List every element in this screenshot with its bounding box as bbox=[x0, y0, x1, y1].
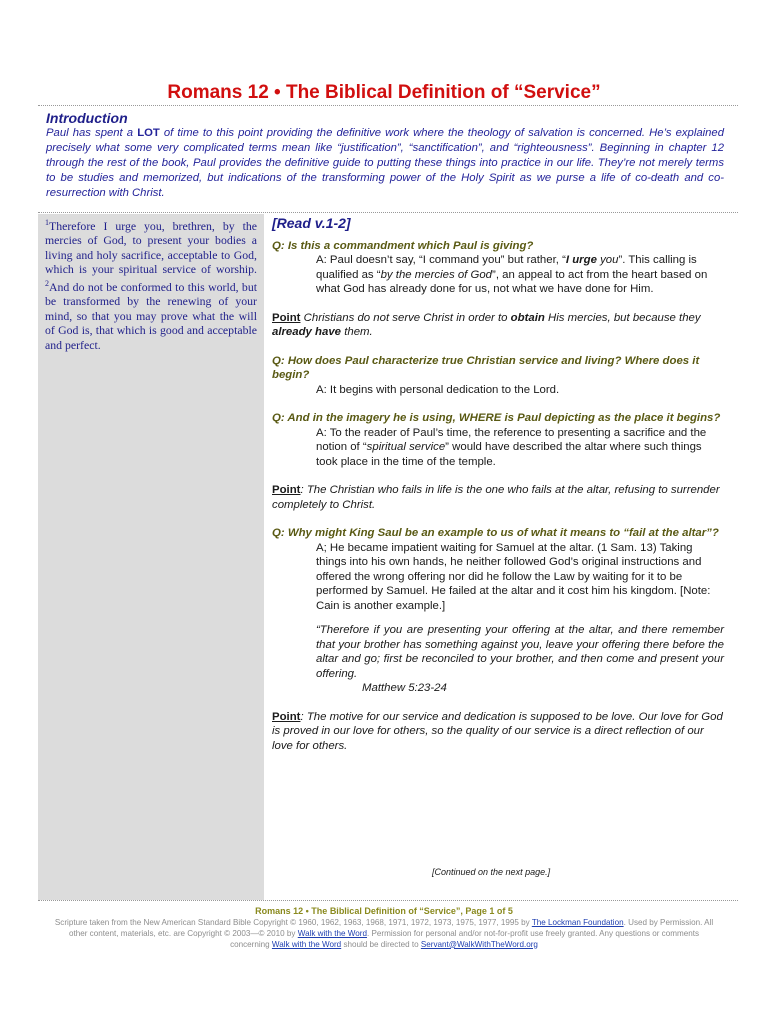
point-2: Point: The Christian who fails in life is the one who fails at the altar, refusing to surrender completely to Christ. bbox=[272, 484, 720, 511]
scripture-text: $^1$Therefore I urge you, brethren, by the mercies of God, to present your bodies a living and holy sacrifice, acceptable to God, which is your spiritual service of worship. $^2$And do not be conformed to this world, but be transformed by the renewing of your mind, so that you may prove what the will of God is, that which is good and acceptable and perfect. bbox=[45, 218, 257, 352]
study-notes bbox=[272, 216, 724, 753]
question-3: Q: And in the imagery he is using, WHERE is Paul depicting as the place it begins? bbox=[272, 412, 721, 424]
point-1: Point Christians do not serve Christ in order to obtain His mercies, but because they already have them. bbox=[272, 311, 701, 338]
verse-number: 2 bbox=[45, 278, 49, 288]
title-divider bbox=[38, 105, 738, 106]
answer-1: A: Paul doesn’t say, “I command you” but rather, “I urge you”. This calling is qualified as “by the mercies of God”, an appeal to act from the heart based on what God has already done for us, not what we have done for Him. bbox=[316, 254, 708, 295]
verse-number: 1 bbox=[45, 218, 49, 227]
answer-3: A: To the reader of Paul’s time, the reference to presenting a sacrifice and the notion of “spiritual service” would have described the altar where such things took place in the time of the temple. bbox=[316, 426, 707, 468]
point-3: Point: The motive for our service and dedication is supposed to be love. Our love for God is proved in our love for others, so the quality of our service is a direct reflection of our love for others. bbox=[272, 710, 723, 752]
continued-note: [Continued on the next page.] bbox=[432, 867, 551, 877]
lockman-link[interactable]: The Lockman Foundation bbox=[531, 918, 624, 927]
intro-divider bbox=[38, 212, 738, 213]
walk-with-the-word-link[interactable]: Walk with the Word bbox=[297, 928, 368, 938]
answer-2: A: It begins with personal dedication to the Lord. bbox=[316, 383, 560, 396]
footer-divider bbox=[38, 900, 738, 901]
quote-reference: Matthew 5:23-24 bbox=[362, 682, 447, 694]
lot-emphasis: LOT bbox=[137, 127, 160, 139]
question-2: Q: How does Paul characterize true Christian service and living? Where does it begin? bbox=[272, 354, 700, 381]
email-link[interactable]: Servant@WalkWithTheWord.org bbox=[420, 939, 538, 949]
question-1: Q: Is this a commandment which Paul is giving? bbox=[272, 239, 534, 252]
answer-4: A; He became impatient waiting for Samuel at the altar. (1 Sam. 13) Taking things into his own hands, he neither followed God’s original instructions and offered the wrong offering nor did he follow the Law by waiting for it to be performed by Samuel. He failed at the altar and it cost him his kingdom. [Note: Cain is another example.] bbox=[316, 541, 711, 612]
page-title: Romans 12 • The Biblical Definition of “Service” bbox=[167, 82, 601, 103]
intro-paragraph: Paul has spent a LOT of time to this point providing the definitive work where the theology of salvation is concerned. He’s explained precisely what some very complicated terms mean like “justification”, “sanctification”, and “righteousness”. Beginning in chapter 12 through the rest of the book, Paul provides the definitive guide to putting these things into practice in our life. They’re not merely terms to be studies and memorized, but indications of the transforming power of the Holy Spirit as we purse a life of co-death and co-resurrection with Christ. bbox=[46, 127, 724, 199]
intro-heading: Introduction bbox=[46, 110, 128, 126]
walk-with-the-word-link[interactable]: Walk with the Word bbox=[271, 939, 342, 949]
scripture-quote: “Therefore if you are presenting your offering at the altar, and there remember that your brother has something against you, leave your offering there before the altar and go; first be reconciled to your brother, and then come and present your offering. bbox=[316, 624, 724, 680]
footer-title: Romans 12 • The Biblical Definition of “Service”, Page 1 of 5 bbox=[255, 906, 513, 916]
footer-copyright: Scripture taken from the New American Standard Bible Copyright © 1960, 1962, 1963, 1968, 1971, 1972, 1973, 1975, 1977, 1995 by The Lockman Foundation. Used by Permission. All other content, materials, etc. are Copyright © 2003—© 2010 by Walk with the Word. Permission for personal and/or not-for-profit use freely granted. Any questions or comments concerning Walk with the Word should be directed to Servant@WalkWithTheWord.org bbox=[54, 918, 714, 949]
question-4: Q: Why might King Saul be an example to us of what it means to “fail at the altar”? bbox=[272, 527, 719, 539]
read-instruction: [Read v.1-2] bbox=[272, 215, 351, 231]
